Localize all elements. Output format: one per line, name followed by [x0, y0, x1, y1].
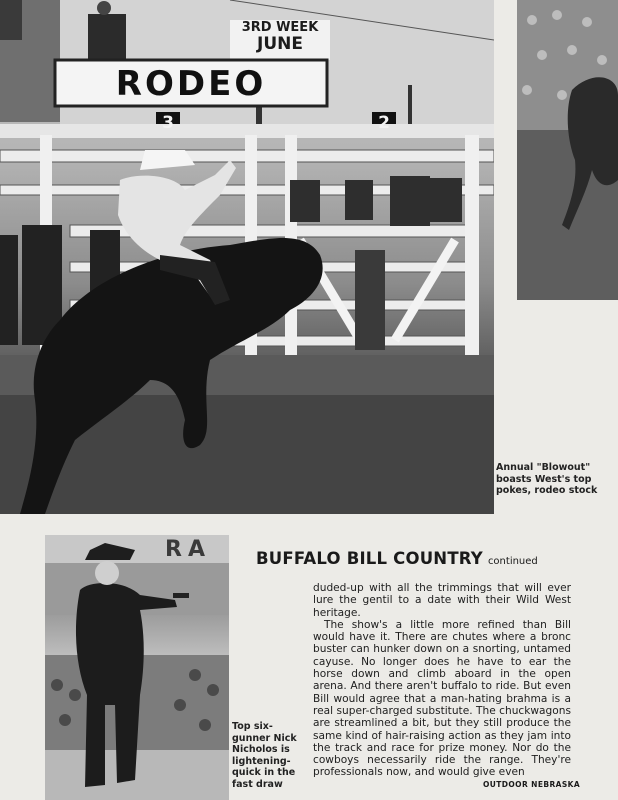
article-title-text: BUFFALO BILL COUNTRY	[256, 549, 483, 568]
rider-photo-partial	[517, 0, 618, 300]
article-title-continued: continued	[487, 556, 538, 567]
chute-number-3: 3	[162, 113, 174, 133]
rodeo-sign: RODEO	[115, 64, 267, 104]
gunner-background-sign: RA	[165, 537, 211, 562]
week-label: 3RD WEEK	[241, 20, 319, 35]
month-label: JUNE	[257, 34, 303, 54]
photo-caption-gunner: Top six-gunner Nick Nicholos is lightening-quick in the fast draw	[232, 721, 297, 790]
article-paragraph: The show's a little more refined than Bill would have it. There are chutes where a bronc buster can hunker down on a snorting, untamed cayuse. No longer does he have to ear the horse down and climb aboard in the open arena. And there aren't buffalo to ride. But even Bill would agree that a man-hating brahma is a real super-charged substitute. The chuckwagons are streamlined a bit, but they still produce the same kind of hair-raising action as they jam into the track and race for prize money. Nor do the cowboys necessarily ride the range. They're professionals now, and would give even	[313, 618, 571, 779]
gunner-photo	[45, 535, 229, 800]
article-paragraph: duded-up with all the trimmings that will ever lure the gentil to a date with their Wild West heritage.	[313, 582, 571, 619]
publication-footer: OUTDOOR NEBRASKA	[483, 780, 581, 789]
article-title	[256, 549, 556, 568]
photo-caption-top: Annual "Blowout" boasts West's top pokes, rodeo stock	[496, 462, 598, 496]
article-body	[313, 582, 571, 779]
week-sign	[230, 20, 330, 54]
chute-number-2: 2	[378, 113, 390, 133]
